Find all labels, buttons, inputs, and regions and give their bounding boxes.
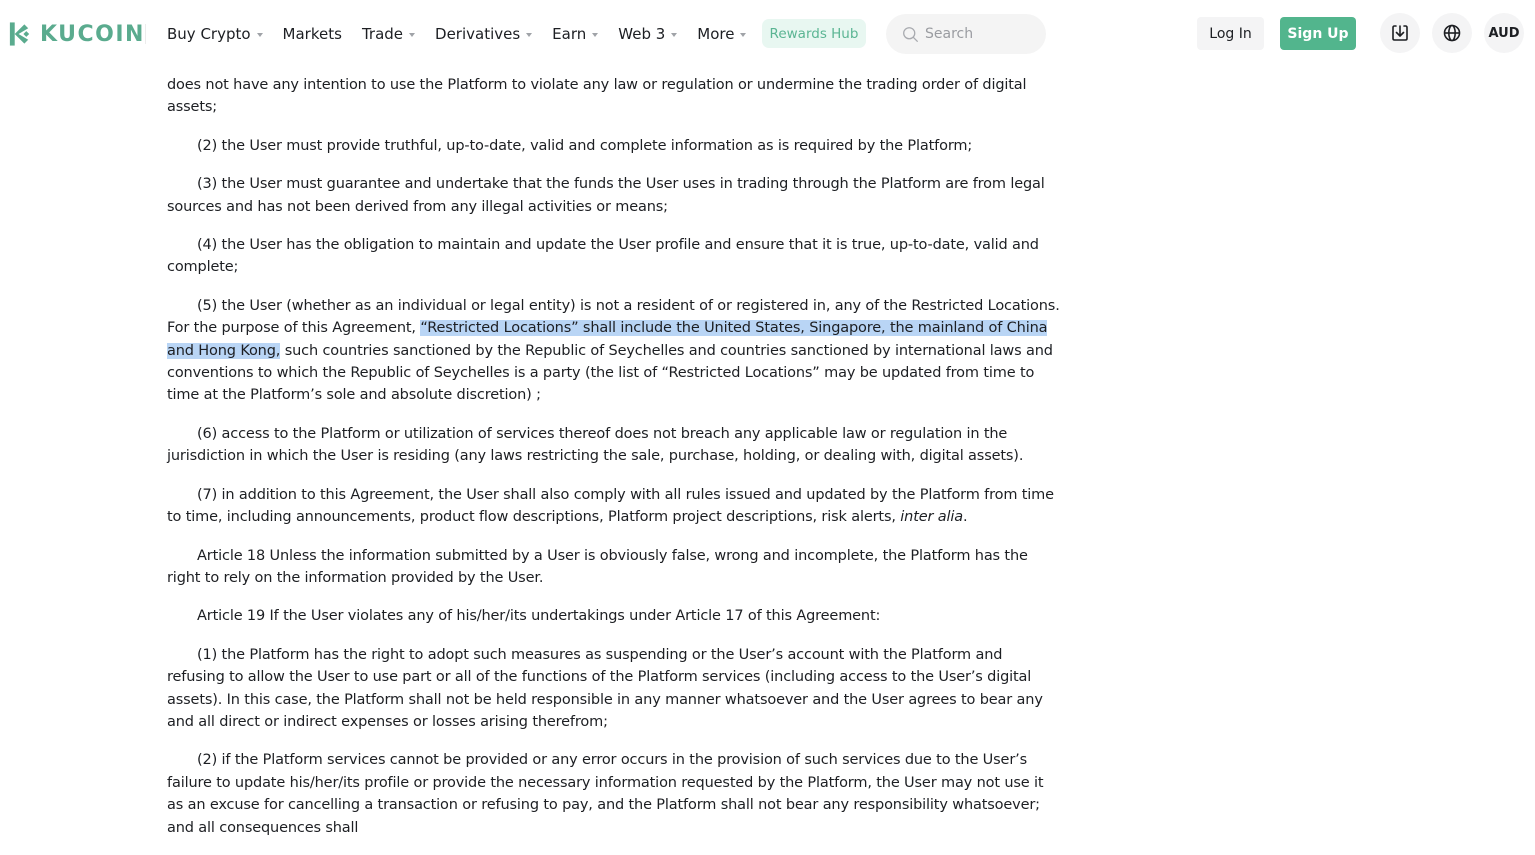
nav-derivatives[interactable] — [435, 25, 532, 43]
nav-trade[interactable] — [362, 25, 415, 43]
globe-icon — [1442, 23, 1462, 43]
paragraph — [167, 484, 1060, 529]
nav-label: Derivatives — [435, 25, 521, 43]
paragraph: (2) if the Platform services cannot be provided or any error occurs in the provision of such services due to the User’s failure to update his/her/its profile or provide the necessary information requested by the Platform, the User may not use it as an excuse for cancelling a transaction or refusing to pay, and the Platform shall not bear any responsibility whatsoever; and all consequences shall — [167, 752, 1044, 836]
nav-markets[interactable] — [283, 25, 342, 43]
paragraph: Article 18 Unless the information submitted by a User is obviously false, wrong and incomplete, the Platform has the right to rely on the information provided by the User. — [167, 547, 1028, 586]
paragraph: (1) the Platform has the right to adopt such measures as suspending or the User’s account with the Platform and refusing to allow the User to use part or all of the functions of the Platform services (including access to the User’s digital assets). In this case, the Platform shall not be held responsible in any manner whatsoever and the User agrees to bear any and all direct or indirect expenses or losses arising therefrom; — [167, 646, 1043, 730]
chevron-down-icon — [257, 33, 263, 37]
paragraph: Article 19 If the User violates any of his/her/its undertakings under Article 17 of this Agreement: — [197, 608, 881, 625]
nav-label: Markets — [282, 25, 342, 43]
main-nav — [167, 0, 766, 68]
paragraph: (2) the User must provide truthful, up-to-date, valid and complete information as is required by the Platform; — [197, 137, 973, 154]
selected-text: “Restricted Locations” shall include the United States, Singapore, the mainland of China and Hong Kong, — [167, 320, 1048, 359]
currency-button[interactable]: AUD — [1484, 13, 1524, 53]
nav-label: Web 3 — [618, 25, 666, 43]
nav-label: Trade — [361, 25, 404, 43]
nav-earn[interactable] — [552, 25, 598, 43]
chevron-down-icon — [409, 33, 415, 37]
search-icon — [902, 26, 919, 43]
nav-label: More — [697, 25, 735, 43]
paragraph: (6) access to the Platform or utilization of services thereof does not breach any applicable law or regulation in the jurisdiction in which the User is residing (any laws restricting the sale, purchase, holding, or dealing with, digital assets). — [167, 425, 1024, 465]
nav-label: Earn — [552, 25, 587, 43]
chevron-down-icon — [526, 33, 532, 37]
login-button[interactable]: Log In — [1197, 17, 1264, 50]
download-app-button[interactable] — [1380, 13, 1420, 53]
download-icon — [1390, 23, 1410, 43]
nav-buy-crypto[interactable] — [167, 25, 263, 43]
italic-text: inter alia — [900, 509, 964, 526]
paragraph: (4) the User has the obligation to maintain and update the User profile and ensure that it is true, up-to-date, valid and complete; — [167, 237, 1039, 276]
chevron-down-icon — [671, 33, 677, 37]
search-input[interactable] — [925, 26, 1035, 42]
chevron-down-icon — [740, 33, 746, 37]
kucoin-logo-icon — [7, 20, 34, 48]
logo-wordmark: KUCOIN — [40, 21, 145, 47]
text-segment: (7) in addition to this Agreement, the User shall also comply with all rules issued and updated by the Platform from time to time, including announcements, product flow descriptions, Platform project descriptions, risk alerts, — [167, 486, 1054, 526]
nav-web3[interactable] — [618, 25, 677, 43]
text-segment: (5) the User (whether as an individual or legal entity) is not a resident of or registered in, any of the Restricted Locations. For the purpose of this Agreement, — [167, 297, 1060, 337]
nav-more[interactable] — [697, 25, 746, 43]
nav-label: Buy Crypto — [167, 25, 251, 43]
text-segment: . — [963, 509, 968, 526]
chevron-down-icon — [592, 33, 598, 37]
terms-content — [167, 68, 1060, 855]
search-box[interactable] — [886, 14, 1046, 54]
paragraph-restricted-locations — [167, 295, 1060, 407]
paragraph: does not have any intention to use the Platform to violate any law or regulation or undermine the trading order of digital assets; — [167, 77, 1027, 116]
header-divider — [145, 24, 146, 44]
signup-button[interactable]: Sign Up — [1280, 17, 1356, 50]
text-segment: such countries sanctioned by the Republic of Seychelles and countries sanctioned by international laws and conventions to which the Republic of Seychelles is a party (the list of “Restricted Locations” may be updated from time to time at the Platform’s sole and absolute discretion) ; — [167, 342, 1053, 404]
rewards-hub-button[interactable]: Rewards Hub — [762, 19, 866, 48]
language-button[interactable] — [1432, 13, 1472, 53]
paragraph: (3) the User must guarantee and undertake that the funds the User uses in trading through the Platform are from legal sources and has not been derived from any illegal activities or means; — [167, 176, 1045, 215]
kucoin-logo[interactable] — [7, 19, 145, 49]
top-navigation-bar — [0, 0, 1535, 68]
